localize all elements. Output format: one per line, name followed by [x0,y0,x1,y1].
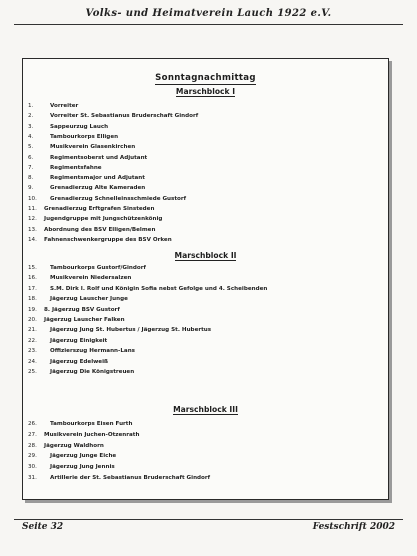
program-item [28,132,383,142]
program-item [28,305,383,315]
item-text: Jägerzug Junge Eiche [50,453,117,460]
program-item [28,235,383,245]
item-text: Jägerzug Einigkeit [50,337,108,344]
item-text: S.M. Dirk I. Rolf und Königin Sofia nebst Gefolge und 4. Scheibenden [50,285,268,292]
item-number: 31. [28,475,37,481]
block-title-3 [23,405,388,414]
item-text: Offizierszug Hermann-Lans [50,348,136,355]
program-item [28,473,383,483]
item-text: Tambourkorps Gustorf/Gindorf [50,265,146,271]
item-number: 5. [28,144,34,151]
program-item [28,204,383,214]
item-text: Musikverein Glasenkirchen [50,144,136,151]
program-box [22,58,389,500]
program-item [28,173,383,183]
item-text: Jägerzug Edelweiß [50,358,109,365]
item-number: 18. [28,296,37,303]
item-text: Jägerzug Lauscher Junge [50,296,128,303]
item-text: Grenadierzug Schnelleinsschmiede Gustorf [50,195,187,202]
item-text: Regimentsoberst und Adjutant [50,154,148,161]
item-number: 12. [28,216,37,223]
item-text: Jägerzug Jung St. Hubertus / Jägerzug St. Hubertus [50,327,212,334]
program-item [28,111,383,121]
item-number: 15. [28,265,37,271]
program-item [28,273,383,283]
footer-page-number: Seite 32 [22,522,64,532]
item-text: Musikverein Juchen-Otzenrath [44,431,140,438]
item-number: 13. [28,226,37,233]
program-item [28,142,383,152]
item-number: 27. [28,431,37,438]
program-item [28,183,383,193]
item-text: Regimentsmajor und Adjutant [50,175,145,182]
program-item [28,367,383,377]
item-number: 25. [28,369,37,375]
program-item [28,153,383,163]
item-number: 26. [28,421,37,427]
block-title-text: Marschblock III [173,405,238,414]
item-number: 22. [28,337,37,344]
block-title-2 [23,251,388,260]
item-number: 21. [28,327,37,334]
item-text: Artillerie der St. Sebastianus Bruderschaft Gindorf [50,475,211,481]
item-number: 19. [28,306,37,313]
program-item [28,101,383,111]
header-rule [14,24,403,25]
item-text: Vorreiter [50,103,79,109]
item-number: 29. [28,453,37,460]
item-number: 2. [28,113,34,120]
item-number: 20. [28,317,37,323]
item-text: Tambourkorps Eisen Furth [50,421,133,427]
program-item [28,462,383,472]
item-text: Jägerzug Die Königstreuen [50,369,135,375]
item-number: 8. [28,175,34,182]
program-item [28,441,383,451]
program-item [28,225,383,235]
block-title-text: Marschblock I [175,87,236,96]
program-item [28,214,383,224]
item-text: Jägerzug Waldhorn [44,442,104,449]
item-text: Grenadierzug Alte Kameraden [50,185,146,192]
program-item [28,284,383,294]
item-text: Jägerzug Lauscher Falken [44,317,125,323]
item-text: Sappeurzug Lauch [50,123,109,130]
item-number: 11. [28,206,37,212]
item-text: Regimentsfahne [50,164,102,171]
block-title-text: Marschblock II [174,251,237,260]
item-text: Jägerzug Jung Jennis [50,464,115,471]
item-number: 4. [28,133,34,140]
program-item [28,263,383,273]
program-item [28,315,383,325]
program-item [28,163,383,173]
program-item [28,336,383,346]
program-item [28,451,383,461]
footer-publication: Festschrift 2002 [312,522,395,532]
item-text: Jugendgruppe mit Jungschützenkönig [44,216,163,223]
item-text: Tambourkorps Elligen [50,133,119,140]
program-item [28,430,383,440]
item-number: 16. [28,275,37,282]
block-title-1 [23,87,388,96]
item-number: 6. [28,154,34,161]
main-title [23,73,388,83]
program-item [28,294,383,304]
program-item [28,122,383,132]
item-number: 3. [28,123,34,130]
program-item [28,346,383,356]
program-item [28,194,383,204]
program-item [28,419,383,429]
item-number: 1. [28,103,34,109]
item-text: 8. Jägerzug BSV Gustorf [44,306,120,313]
item-text: Fahnenschwenkergruppe des BSV Orken [44,236,172,243]
item-number: 23. [28,348,37,355]
item-text: Abordnung des BSV Elligen/Belmen [44,226,156,233]
item-text: Vorreiter St. Sebastianus Bruderschaft Gindorf [50,113,199,120]
program-item [28,357,383,367]
item-number: 10. [28,195,37,202]
page-header: Volks- und Heimatverein Lauch 1922 e.V. [85,8,332,19]
item-text: Musikverein Niedersalzen [50,275,132,282]
item-number: 28. [28,442,37,449]
item-number: 17. [28,285,37,292]
main-title-text: Sonntagnachmittag [155,73,256,83]
item-text: Grenadierzug Erftgrafen Sinsteden [44,206,155,212]
item-number: 9. [28,185,34,192]
item-number: 14. [28,236,37,243]
program-item [28,325,383,335]
item-number: 30. [28,464,37,471]
item-number: 24. [28,358,37,365]
footer-rule [14,519,403,520]
item-number: 7. [28,164,34,171]
